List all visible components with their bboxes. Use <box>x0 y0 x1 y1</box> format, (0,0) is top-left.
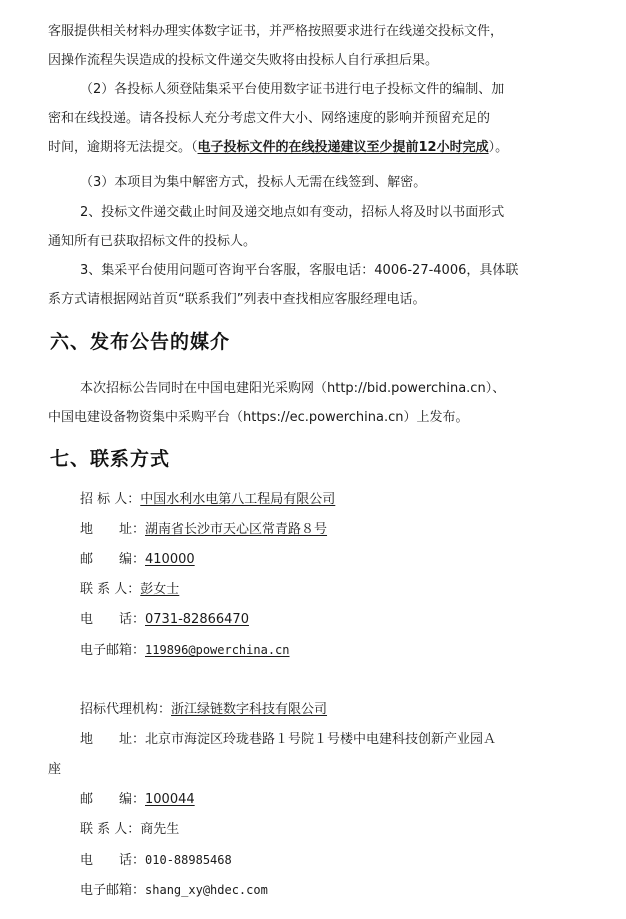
paragraph-line: （3）本项目为集中解密方式，投标人无需在线签到、解密。 <box>80 175 427 190</box>
field-label: 地 址： <box>80 732 146 747</box>
field-label: 电子邮箱： <box>80 883 146 898</box>
paragraph-line: 2、投标文件递交截止时间及递交地点如有变动，招标人将及时以书面形式 <box>80 205 505 220</box>
agency-postcode: 100044 <box>145 792 195 807</box>
tenderer-email-row <box>80 641 626 660</box>
field-label: 联 系 人： <box>80 822 141 837</box>
agency-postcode-row <box>80 791 626 809</box>
paragraph-line: 客服提供相关材料办理实体数字证书，并严格按照要求进行在线递交投标文件， <box>48 24 504 39</box>
paragraph-text: ）。 <box>488 140 509 155</box>
paragraph-line: （2）各投标人须登陆集采平台使用数字证书进行电子投标文件的编制、加 <box>80 82 505 97</box>
paragraph-line: 本次招标公告同时在中国电建阳光采购网（http://bid.powerchina.cn）、 <box>80 381 506 396</box>
tenderer-address: 湖南省长沙市天心区常青路８号 <box>145 522 328 537</box>
field-label: 招标代理机构： <box>80 702 172 717</box>
tenderer-phone-row <box>80 611 626 629</box>
agency-name-row <box>80 701 626 719</box>
agency-address-continuation: 座 <box>48 762 62 777</box>
paragraph-line: 3、集采平台使用问题可咨询平台客服，客服电话：4006-27-4006，具体联 <box>80 263 519 278</box>
paragraph-line: 通知所有已获取招标文件的投标人。 <box>48 234 257 249</box>
agency-phone: 010-88985468 <box>145 853 232 867</box>
tenderer-email-link[interactable]: 119896@powerchina.cn <box>145 643 290 657</box>
emphasis-deadline-note: 电子投标文件的在线投递建议至少提前12小时完成 <box>197 140 489 155</box>
agency-contact-row <box>80 821 626 839</box>
field-label: 联 系 人： <box>80 582 141 597</box>
paragraph-text: 时间，逾期将无法提交。（ <box>48 140 198 155</box>
field-label: 电 话： <box>80 612 146 627</box>
agency-contact: 商先生 <box>140 822 180 837</box>
field-label: 邮 编： <box>80 792 146 807</box>
tenderer-address-row <box>80 521 626 539</box>
agency-phone-row <box>80 851 626 870</box>
field-label: 邮 编： <box>80 552 146 567</box>
tenderer-postcode-row <box>80 551 626 569</box>
tenderer-postcode: 410000 <box>145 552 195 567</box>
tenderer-phone: 0731-82866470 <box>145 612 249 627</box>
paragraph-line: 中国电建设备物资集中采购平台（https://ec.powerchina.cn）上发布。 <box>48 410 469 425</box>
agency-address-row <box>80 731 626 749</box>
field-label: 电 话： <box>80 853 146 868</box>
section-heading-contact: 七、联系方式 <box>50 448 171 470</box>
field-label: 电子邮箱： <box>80 643 146 658</box>
field-label: 招 标 人： <box>80 492 141 507</box>
tenderer-name: 中国水利水电第八工程局有限公司 <box>140 492 336 507</box>
agency-address: 北京市海淀区玲珑巷路１号院１号楼中电建科技创新产业园Ａ <box>145 732 497 747</box>
tenderer-contact-row <box>80 581 626 599</box>
tenderer-name-row <box>80 491 626 509</box>
agency-email-row <box>80 881 626 900</box>
section-heading-media: 六、发布公告的媒介 <box>50 331 231 353</box>
agency-name: 浙江绿链数字科技有限公司 <box>171 702 328 717</box>
paragraph-line <box>48 139 626 157</box>
tenderer-contact: 彭女士 <box>140 582 180 597</box>
field-label: 地 址： <box>80 522 146 537</box>
agency-email[interactable]: shang_xy@hdec.com <box>145 883 268 897</box>
paragraph-line: 因操作流程失误造成的投标文件递交失败将由投标人自行承担后果。 <box>48 53 439 68</box>
paragraph-line: 密和在线投递。请各投标人充分考虑文件大小、网络速度的影响并预留充足的 <box>48 111 491 126</box>
paragraph-line: 系方式请根据网站首页“联系我们”列表中查找相应客服经理电话。 <box>48 292 426 307</box>
